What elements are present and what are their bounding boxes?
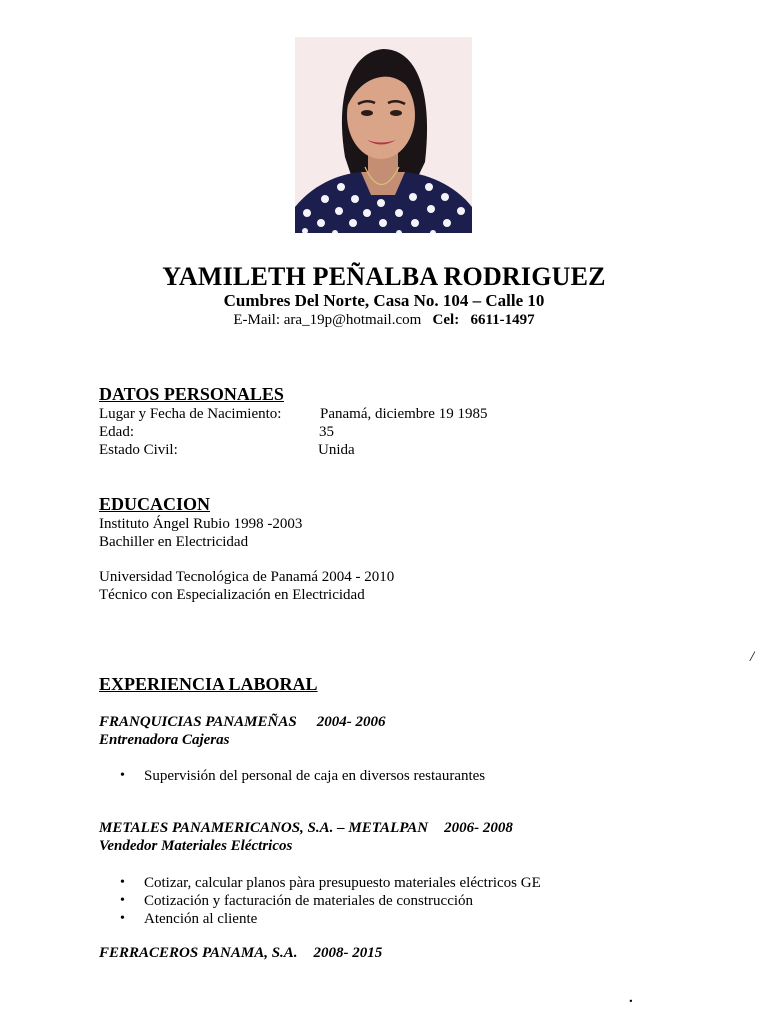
portrait-image bbox=[295, 37, 472, 233]
stray-dot-mark: . bbox=[629, 990, 633, 1006]
job-company bbox=[99, 819, 513, 837]
list-item: • Atención al cliente bbox=[99, 910, 699, 928]
job-company-name: METALES PANAMERICANOS, S.A. – METALPAN bbox=[99, 820, 429, 836]
list-item: • Cotización y facturación de materiales de construcción bbox=[99, 892, 699, 910]
datos-label-civil: Estado Civil: bbox=[99, 442, 178, 458]
datos-value-birth: Panamá, diciembre 19 1985 bbox=[320, 406, 488, 422]
section-heading-datos: DATOS PERSONALES bbox=[99, 384, 284, 404]
address: Cumbres Del Norte, Casa No. 104 – Calle 10 bbox=[223, 291, 545, 310]
job-company-name: FERRACEROS PANAMA, S.A. bbox=[99, 945, 298, 961]
job-company-name: FRANQUICIAS PANAMEÑAS bbox=[99, 714, 297, 730]
cel-number: 6611-1497 bbox=[470, 312, 535, 328]
job-role: Entrenadora Cajeras bbox=[99, 732, 230, 748]
education-degree: Bachiller en Electricidad bbox=[99, 534, 249, 550]
job-years: 2008- 2015 bbox=[313, 945, 383, 961]
job-role: Vendedor Materiales Eléctricos bbox=[99, 838, 293, 854]
job-duties-list bbox=[99, 767, 699, 785]
datos-label-age: Edad: bbox=[99, 424, 134, 440]
section-heading-educacion: EDUCACION bbox=[99, 494, 211, 514]
stray-slash-mark: / bbox=[750, 649, 755, 665]
email-label: E-Mail: bbox=[233, 312, 284, 328]
job-duties-list bbox=[99, 874, 699, 928]
education-school: Universidad Tecnológica de Panamá 2004 - 2010 bbox=[99, 569, 395, 585]
datos-value-age: 35 bbox=[319, 424, 334, 440]
education-school: Instituto Ángel Rubio 1998 -2003 bbox=[99, 516, 303, 532]
section-heading-experiencia: EXPERIENCIA LABORAL bbox=[99, 674, 318, 694]
job-years: 2006- 2008 bbox=[444, 820, 513, 836]
cel-label: Cel: bbox=[432, 312, 460, 328]
datos-label-birth: Lugar y Fecha de Nacimiento: bbox=[99, 406, 282, 422]
datos-value-civil: Unida bbox=[318, 442, 355, 458]
list-item: • Supervisión del personal de caja en diversos restaurantes bbox=[99, 767, 699, 785]
email-address: ara_19p@hotmail.com bbox=[283, 312, 422, 328]
job-years: 2004- 2006 bbox=[316, 714, 386, 730]
candidate-name: YAMILETH PEÑALBA RODRIGUEZ bbox=[162, 262, 606, 291]
education-degree: Técnico con Especialización en Electricidad bbox=[99, 587, 365, 603]
job-company bbox=[99, 944, 382, 962]
profile-photo bbox=[295, 37, 472, 233]
list-item: • Cotizar, calcular planos pàra presupuesto materiales eléctricos GE bbox=[99, 874, 699, 892]
contact-line bbox=[0, 312, 768, 329]
job-company bbox=[99, 713, 385, 731]
